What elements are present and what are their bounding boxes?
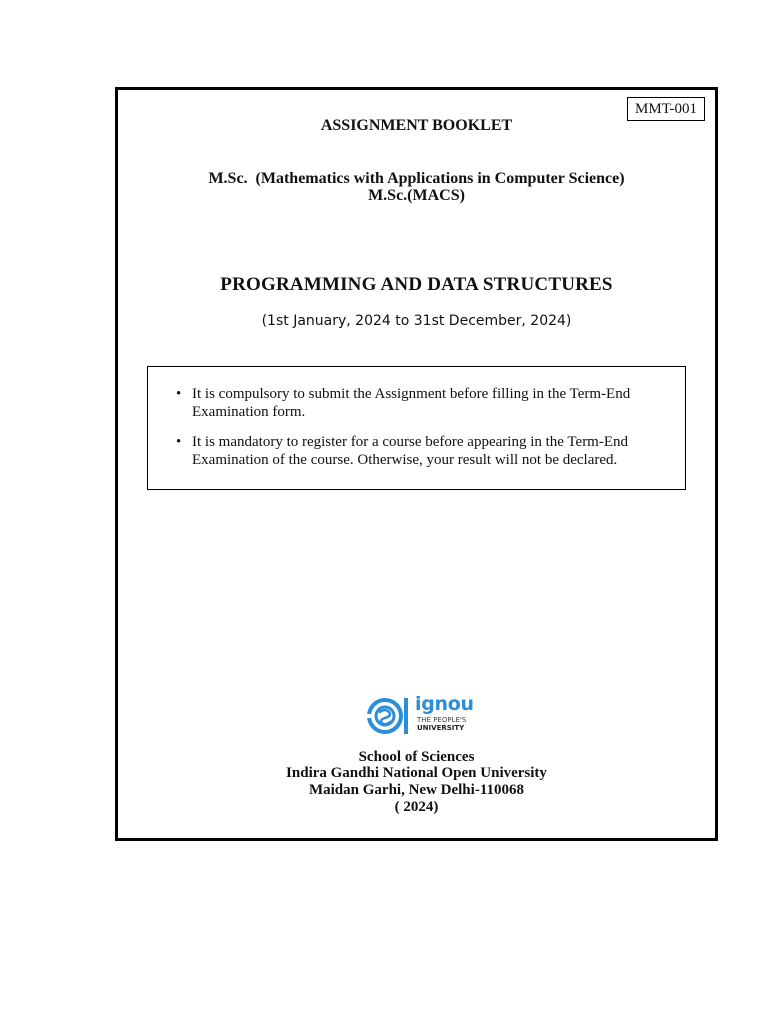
course-code-badge: MMT-001 xyxy=(627,97,705,121)
ignou-logo xyxy=(366,693,474,736)
programme-short-name: M.Sc.(MACS) xyxy=(368,187,465,204)
notice-list xyxy=(174,385,686,481)
programme-name: M.Sc. (Mathematics with Applications in Computer Science) xyxy=(208,170,625,187)
logo-wordmark: ignou xyxy=(415,693,474,715)
session-dates: (1st January, 2024 to 31st December, 2024) xyxy=(261,313,572,329)
booklet-title: ASSIGNMENT BOOKLET xyxy=(320,117,513,134)
ignou-emblem-icon xyxy=(366,696,412,736)
notice-text: It is mandatory to register for a course before appearing in the Term-End Examination of the course. Otherwise, your result will not be declared. xyxy=(192,434,629,468)
bullet-icon: • xyxy=(176,386,182,402)
notice-box xyxy=(147,366,686,490)
notice-text: It is compulsory to submit the Assignment before filling in the Term-End Examination form. xyxy=(192,386,631,420)
logo-tagline-line1: THE PEOPLE'S xyxy=(417,716,467,724)
notice-item xyxy=(174,433,686,469)
school-name: School of Sciences xyxy=(358,749,475,765)
course-title: PROGRAMMING AND DATA STRUCTURES xyxy=(220,274,613,295)
notice-item xyxy=(174,385,686,421)
bullet-icon: • xyxy=(176,434,182,450)
university-name: Indira Gandhi National Open University xyxy=(286,765,547,781)
university-address: Maidan Garhi, New Delhi-110068 xyxy=(308,782,524,798)
logo-tagline-line2: UNIVERSITY xyxy=(417,724,465,732)
publication-year: ( 2024) xyxy=(394,799,439,815)
